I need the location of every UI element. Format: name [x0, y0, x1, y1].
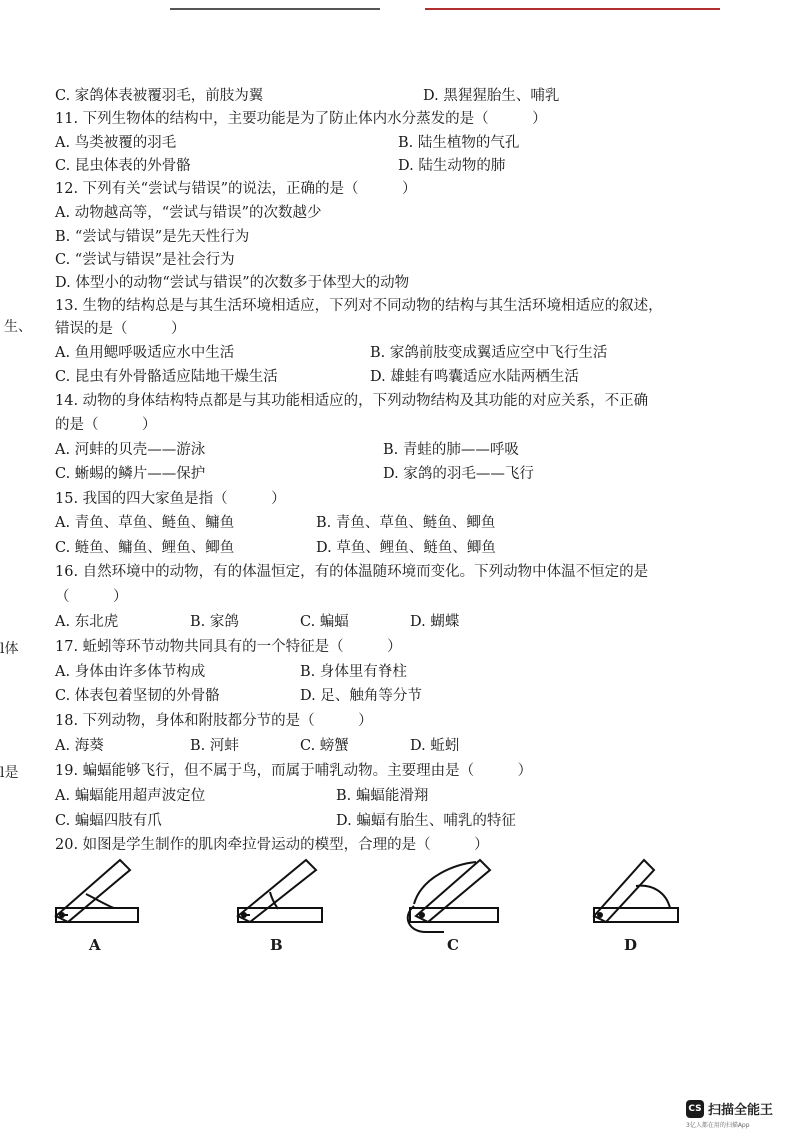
question-15: 15. 我国的四大家鱼是指（ ）: [55, 491, 286, 507]
option-line: A. 蝙蝠能用超声波定位: [55, 788, 206, 804]
option-line: C. 螃蟹: [300, 738, 349, 754]
figure-label-a: A: [89, 936, 101, 954]
option-line: B. 身体里有脊柱: [300, 664, 407, 680]
muscle-model-figure-d: [586, 856, 706, 936]
option-line: D. 蝙蝠有胎生、哺乳的特征: [336, 813, 516, 829]
option-line: B. 蝙蝠能滑翔: [336, 788, 429, 804]
option-line: D. 体型小的动物“尝试与错误”的次数多于体型大的动物: [55, 275, 410, 291]
top-rule-right: [425, 8, 720, 10]
question-12: 12. 下列有关“尝试与错误”的说法，正确的是（ ）: [55, 181, 417, 197]
question-16-cont: （ ）: [55, 589, 128, 605]
option-line: C. 家鸽体表被覆羽毛，前肢为翼: [55, 88, 264, 104]
option-line: A. 海葵: [55, 738, 104, 754]
option-line: C. 蝙蝠四肢有爪: [55, 813, 162, 829]
option-line: C. 鲢鱼、鳙鱼、鲤鱼、鲫鱼: [55, 540, 235, 556]
question-13-cont: 错误的是（ ）: [55, 321, 186, 337]
question-11: 11. 下列生物体的结构中，主要功能是为了防止体内水分蒸发的是（ ）: [55, 111, 547, 127]
margin-note: l是: [0, 765, 19, 781]
option-line: D. 蝴蝶: [410, 614, 460, 630]
question-16: 16. 自然环境中的动物，有的体温恒定，有的体温随环境而变化。下列动物中体温不恒定的是: [55, 564, 649, 580]
option-line: C. 蜥蜴的鳞片——保护: [55, 466, 206, 482]
option-line: B. 青蛙的肺——呼吸: [383, 442, 519, 458]
option-line: B. “尝试与错误”是先天性行为: [55, 229, 250, 245]
option-line: D. 黑猩猩胎生、哺乳: [423, 88, 560, 104]
option-line: A. 身体由许多体节构成: [55, 664, 206, 680]
figure-label-d: D: [624, 936, 638, 954]
option-line: C. 蝙蝠: [300, 614, 349, 630]
figure-label-b: B: [270, 936, 283, 954]
option-line: B. 青鱼、草鱼、鲢鱼、鲫鱼: [316, 515, 496, 531]
option-line: A. 青鱼、草鱼、鲢鱼、鳙鱼: [55, 515, 235, 531]
option-line: A. 鸟类被覆的羽毛: [55, 135, 177, 151]
option-line: D. 足、触角等分节: [300, 688, 422, 704]
option-line: D. 陆生动物的肺: [398, 158, 506, 174]
muscle-model-figure-a: [48, 856, 168, 936]
option-line: B. 家鸽: [190, 614, 239, 630]
question-20: 20. 如图是学生制作的肌肉牵拉骨运动的模型，合理的是（ ）: [55, 837, 489, 853]
figure-label-c: C: [447, 936, 459, 954]
option-line: D. 蚯蚓: [410, 738, 460, 754]
option-line: D. 草鱼、鲤鱼、鲢鱼、鲫鱼: [316, 540, 496, 556]
question-14-cont: 的是（ ）: [55, 417, 157, 433]
top-rule-left: [170, 8, 380, 10]
option-line: B. 陆生植物的气孔: [398, 135, 520, 151]
option-line: D. 家鸽的羽毛——飞行: [383, 466, 534, 482]
scanner-logo-icon: CS: [686, 1100, 704, 1118]
question-17: 17. 蚯蚓等环节动物共同具有的一个特征是（ ）: [55, 639, 402, 655]
option-line: A. 东北虎: [55, 614, 119, 630]
option-line: D. 雄蛙有鸣囊适应水陆两栖生活: [370, 369, 579, 385]
question-19: 19. 蝙蝠能够飞行，但不属于鸟，而属于哺乳动物。主要理由是（ ）: [55, 763, 533, 779]
muscle-model-figure-b: [230, 856, 350, 936]
scanner-app-name: 扫描全能王: [708, 1103, 774, 1118]
question-13: 13. 生物的结构总是与其生活环境相适应，下列对不同动物的结构与其生活环境相适应的叙述，: [55, 298, 663, 314]
option-line: C. 昆虫体表的外骨骼: [55, 158, 191, 174]
option-line: B. 河蚌: [190, 738, 239, 754]
option-line: A. 河蚌的贝壳——游泳: [55, 442, 206, 458]
margin-note: 生、: [4, 319, 32, 335]
question-18: 18. 下列动物，身体和附肢都分节的是（ ）: [55, 713, 373, 729]
option-line: C. “尝试与错误”是社会行为: [55, 252, 235, 268]
muscle-model-figure-c: [402, 856, 522, 936]
option-line: C. 体表包着坚韧的外骨骼: [55, 688, 220, 704]
option-line: A. 鱼用鳃呼吸适应水中生活: [55, 345, 235, 361]
option-line: B. 家鸽前肢变成翼适应空中飞行生活: [370, 345, 608, 361]
option-line: A. 动物越高等，“尝试与错误”的次数越少: [55, 205, 322, 221]
option-line: C. 昆虫有外骨骼适应陆地干燥生活: [55, 369, 278, 385]
margin-note: l体: [0, 641, 19, 657]
scanner-tagline: 3亿人都在用的扫描App: [686, 1122, 750, 1129]
question-14: 14. 动物的身体结构特点都是与其功能相适应的，下列动物结构及其功能的对应关系，不正确: [55, 393, 649, 409]
